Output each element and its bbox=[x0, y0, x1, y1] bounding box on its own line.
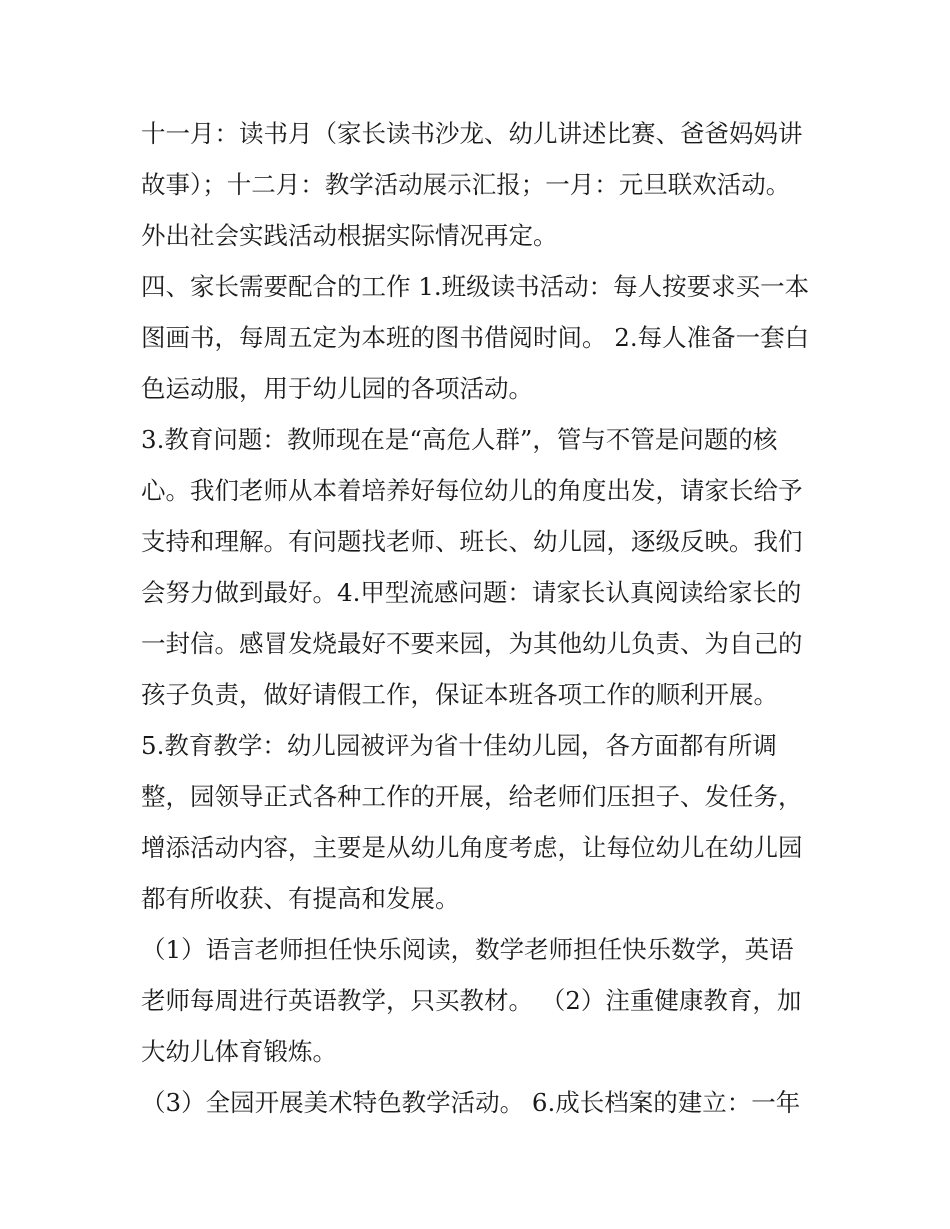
text-line: 5.教育教学：幼儿园被评为省十佳幼儿园，各方面都有所调 bbox=[141, 731, 777, 760]
text-line: 3.教育问题：教师现在是“高危人群”，管与不管是问题的核 bbox=[141, 425, 778, 454]
text-line: 外出社会实践活动根据实际情况再定。 bbox=[141, 221, 558, 250]
text-line: 故事）；十二月：教学活动展示汇报；一月：元旦联欢活动。 bbox=[141, 170, 791, 199]
text-line: 图画书，每周五定为本班的图书借阅时间。 2.每人准备一套白 bbox=[141, 323, 810, 352]
text-line: 整，园领导正式各种工作的开展，给老师们压担子、发任务， bbox=[141, 782, 803, 811]
text-line: 色运动服，用于幼儿园的各项活动。 bbox=[141, 374, 533, 403]
text-line: （1）语言老师担任快乐阅读，数学老师担任快乐数学，英语 bbox=[141, 935, 794, 964]
text-line: 四、家长需要配合的工作 1.班级读书活动：每人按要求买一本 bbox=[141, 272, 810, 301]
text-line: 心。我们老师从本着培养好每位幼儿的角度出发，请家长给予 bbox=[141, 476, 803, 505]
text-line: 增添活动内容，主要是从幼儿角度考虑，让每位幼儿在幼儿园 bbox=[141, 833, 803, 862]
text-line: 孩子负责，做好请假工作，保证本班各项工作的顺利开展。 bbox=[141, 680, 778, 709]
text-line: 都有所收获、有提高和发展。 bbox=[141, 884, 460, 913]
text-line: 十一月：读书月（家长读书沙龙、幼儿讲述比赛、爸爸妈妈讲 bbox=[141, 119, 803, 148]
text-line: 支持和理解。有问题找老师、班长、幼儿园，逐级反映。我们 bbox=[141, 527, 803, 556]
text-line: （3）全园开展美术特色教学活动。 6.成长档案的建立：一年 bbox=[141, 1088, 801, 1117]
text-line: 大幼儿体育锻炼。 bbox=[141, 1037, 337, 1066]
document-body bbox=[141, 108, 821, 1128]
text-line: 会努力做到最好。4.甲型流感问题：请家长认真阅读给家长的 bbox=[141, 578, 802, 607]
text-line: 一封信。感冒发烧最好不要来园，为其他幼儿负责、为自己的 bbox=[141, 629, 803, 658]
text-line: 老师每周进行英语教学，只买教材。 （2）注重健康教育，加 bbox=[141, 986, 802, 1015]
